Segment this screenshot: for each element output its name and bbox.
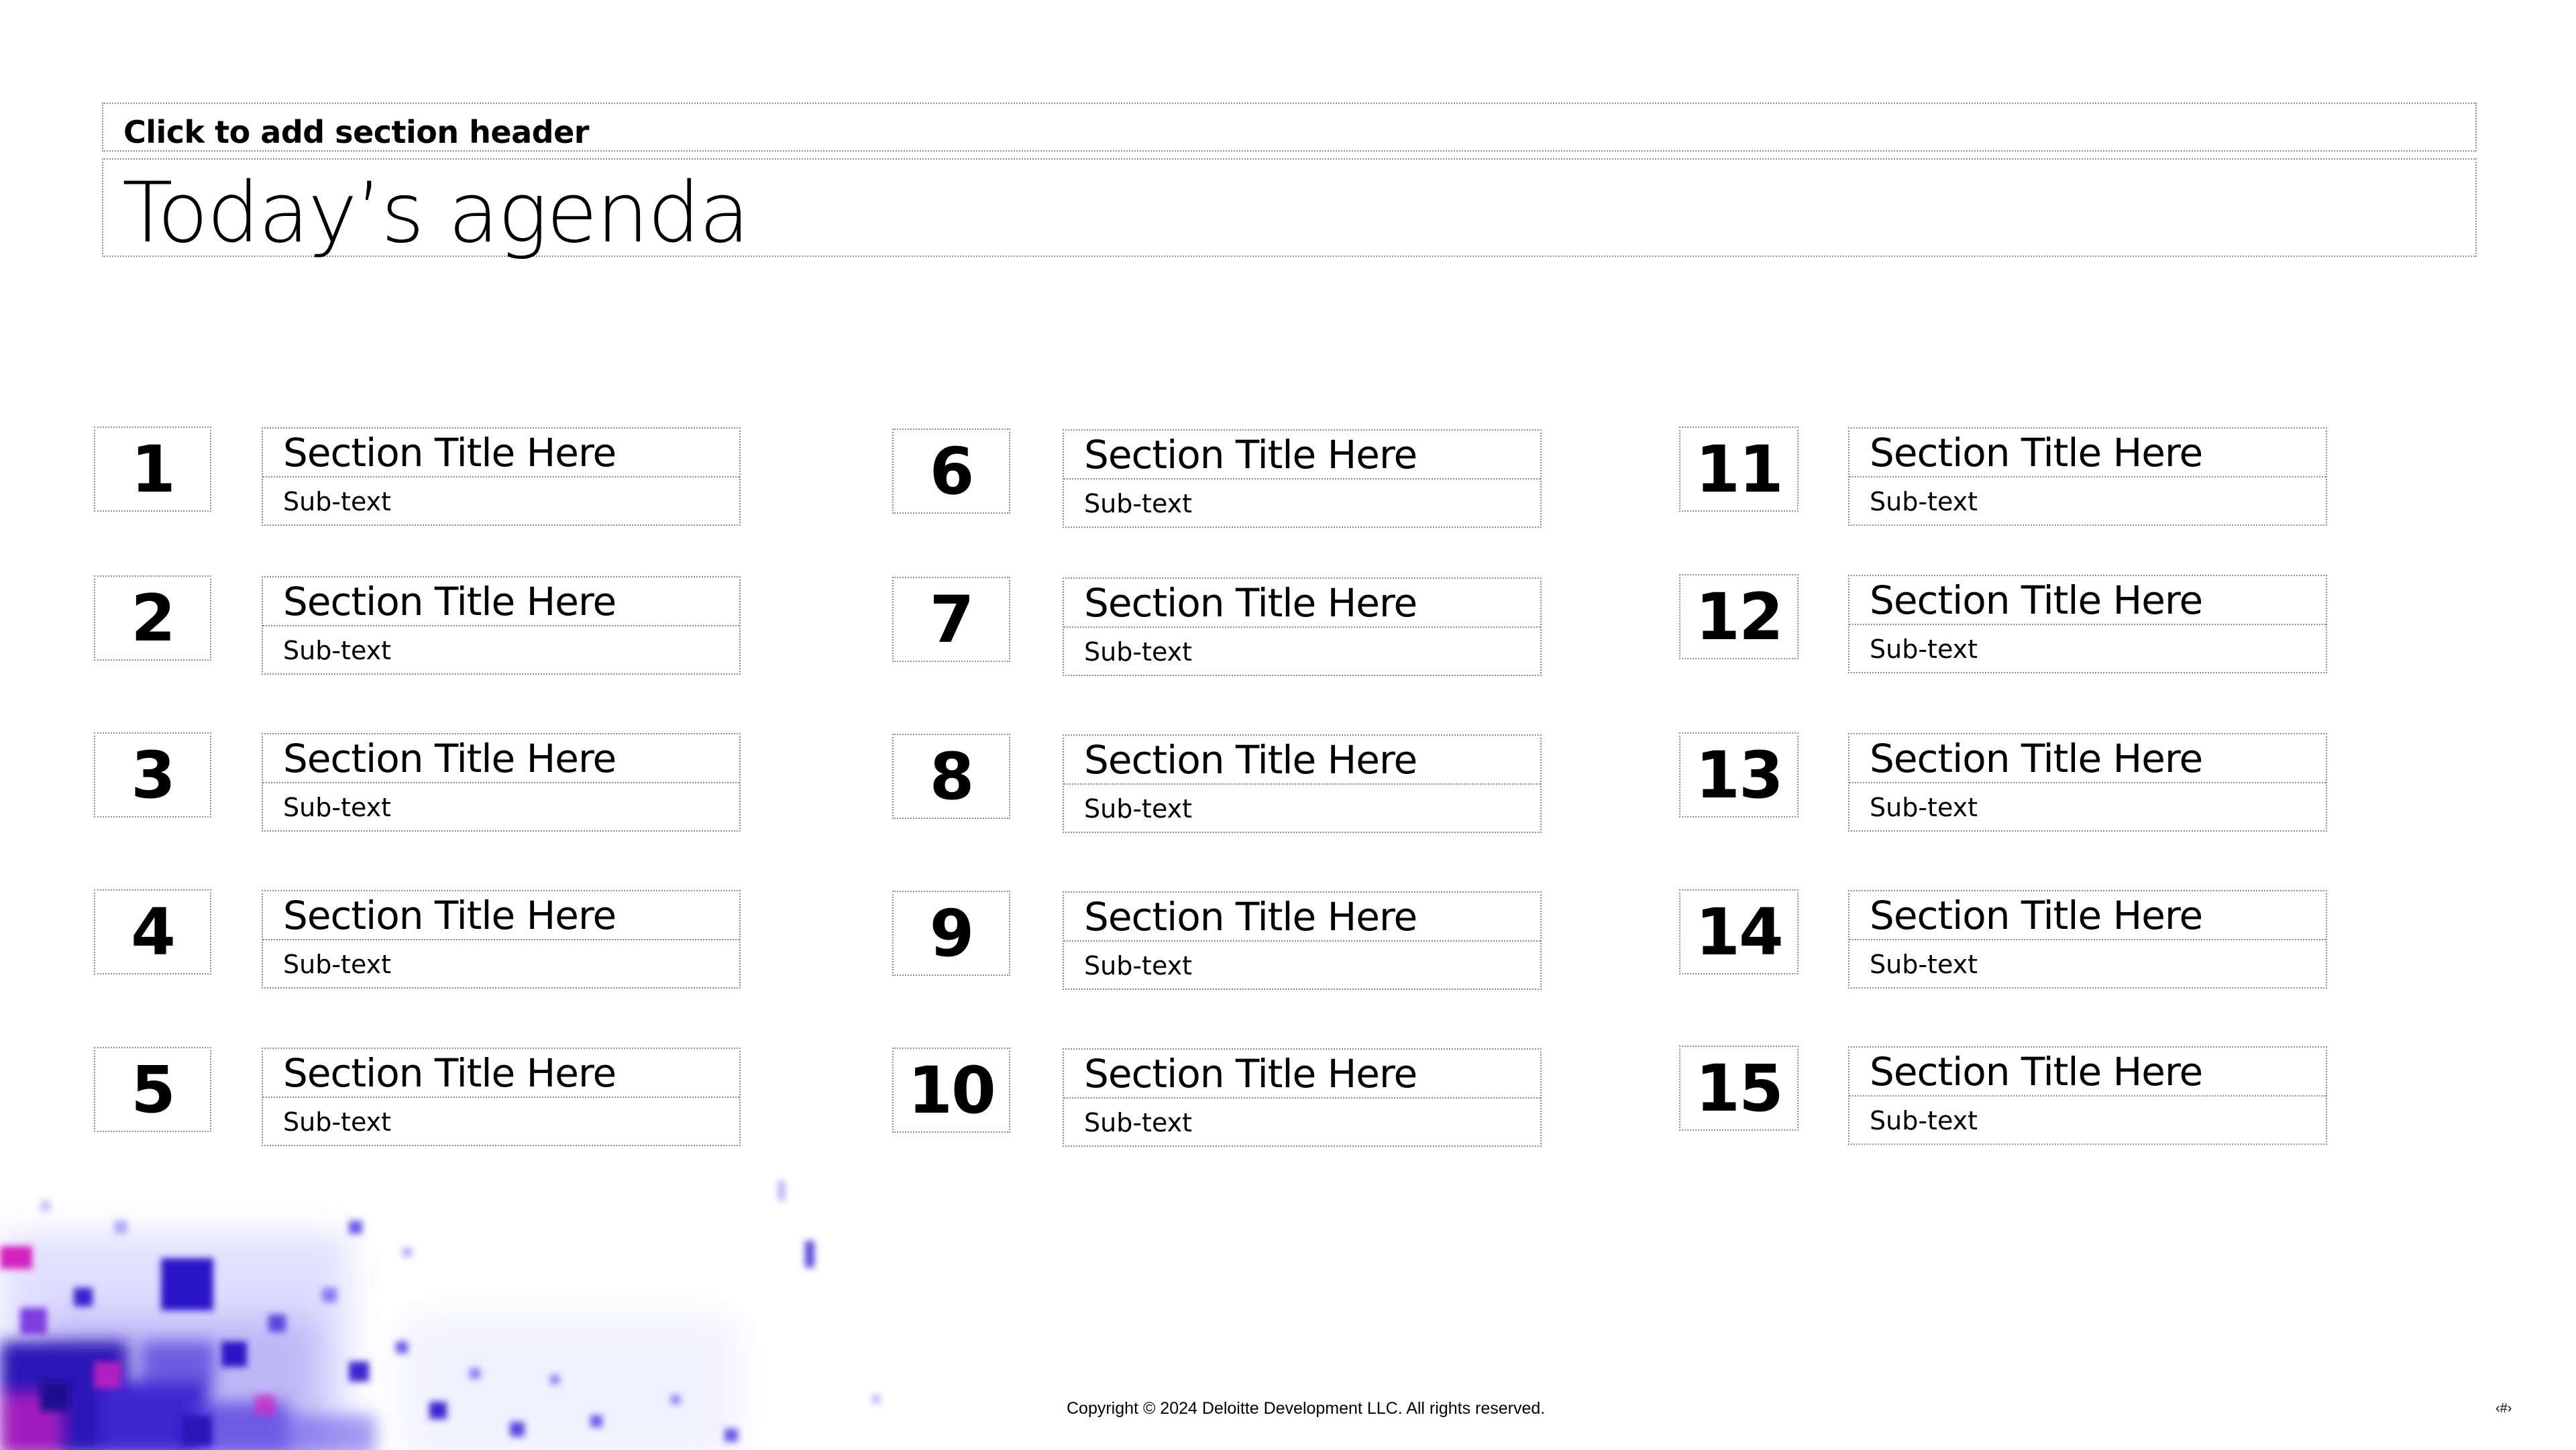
agenda-item-11[interactable]	[1848, 427, 2327, 526]
agenda-number-7: 7	[892, 577, 1010, 662]
section-title[interactable]: Section Title Here	[263, 429, 739, 478]
section-title[interactable]: Section Title Here	[1849, 576, 2326, 625]
copyright-text: Copyright © 2024 Deloitte Development LLC. All rights reserved.	[1067, 1399, 1546, 1418]
section-subtext[interactable]: Sub-text	[283, 636, 392, 665]
section-title[interactable]: Section Title Here	[1064, 1050, 1540, 1099]
section-title[interactable]: Section Title Here	[1849, 1048, 2326, 1097]
agenda-item-7[interactable]	[1063, 577, 1542, 676]
section-subtext[interactable]: Sub-text	[283, 1107, 392, 1137]
section-title[interactable]: Section Title Here	[1064, 579, 1540, 628]
agenda-number-5: 5	[94, 1047, 211, 1132]
section-title[interactable]: Section Title Here	[1064, 893, 1540, 942]
agenda-item-15[interactable]	[1848, 1046, 2327, 1145]
agenda-number-1: 1	[94, 427, 211, 512]
section-header-placeholder[interactable]	[102, 103, 2477, 152]
section-subtext[interactable]: Sub-text	[283, 950, 392, 979]
agenda-number-15: 15	[1679, 1046, 1799, 1131]
agenda-number-13: 13	[1679, 732, 1799, 818]
section-title[interactable]: Section Title Here	[263, 577, 739, 626]
decorative-pixel-graphic	[0, 1140, 1006, 1450]
section-title[interactable]: Section Title Here	[263, 734, 739, 783]
section-title[interactable]: Section Title Here	[1849, 734, 2326, 783]
section-subtext[interactable]: Sub-text	[1870, 487, 1978, 516]
section-subtext[interactable]: Sub-text	[1870, 793, 1978, 822]
agenda-number-14: 14	[1679, 889, 1799, 974]
agenda-item-4[interactable]	[262, 890, 741, 989]
agenda-item-8[interactable]	[1063, 734, 1542, 833]
title-placeholder[interactable]	[102, 158, 2477, 262]
agenda-item-13[interactable]	[1848, 733, 2327, 832]
section-header-text: Click to add section header	[123, 114, 589, 150]
section-subtext[interactable]: Sub-text	[1084, 794, 1193, 824]
section-title[interactable]: Section Title Here	[263, 1049, 739, 1098]
agenda-item-12[interactable]	[1848, 575, 2327, 673]
section-title[interactable]: Section Title Here	[1849, 891, 2326, 940]
page-number: ‹#›	[2496, 1401, 2512, 1416]
agenda-item-1[interactable]	[262, 427, 741, 526]
section-title[interactable]: Section Title Here	[1064, 736, 1540, 785]
agenda-item-3[interactable]	[262, 733, 741, 832]
agenda-item-6[interactable]	[1063, 429, 1542, 528]
agenda-number-6: 6	[892, 429, 1010, 514]
agenda-number-10: 10	[892, 1048, 1010, 1133]
agenda-item-5[interactable]	[262, 1048, 741, 1146]
agenda-number-8: 8	[892, 734, 1010, 819]
section-title[interactable]: Section Title Here	[1064, 431, 1540, 480]
agenda-number-9: 9	[892, 891, 1010, 976]
section-subtext[interactable]: Sub-text	[1084, 951, 1193, 981]
section-subtext[interactable]: Sub-text	[1870, 950, 1978, 979]
agenda-number-12: 12	[1679, 574, 1799, 659]
section-title[interactable]: Section Title Here	[1849, 429, 2326, 478]
agenda-number-3: 3	[94, 732, 211, 818]
agenda-item-10[interactable]	[1063, 1048, 1542, 1147]
section-subtext[interactable]: Sub-text	[1084, 1108, 1193, 1137]
section-subtext[interactable]: Sub-text	[1870, 1106, 1978, 1135]
agenda-item-2[interactable]	[262, 576, 741, 675]
agenda-number-4: 4	[94, 889, 211, 974]
agenda-item-9[interactable]	[1063, 891, 1542, 990]
section-subtext[interactable]: Sub-text	[1084, 489, 1193, 518]
section-subtext[interactable]: Sub-text	[283, 793, 392, 822]
agenda-number-11: 11	[1679, 427, 1799, 512]
section-subtext[interactable]: Sub-text	[1084, 637, 1193, 667]
section-subtext[interactable]: Sub-text	[283, 487, 392, 516]
section-title[interactable]: Section Title Here	[263, 891, 739, 940]
agenda-item-14[interactable]	[1848, 890, 2327, 989]
page-title: Today’s agenda	[122, 165, 749, 262]
section-subtext[interactable]: Sub-text	[1870, 634, 1978, 664]
agenda-number-2: 2	[94, 575, 211, 661]
